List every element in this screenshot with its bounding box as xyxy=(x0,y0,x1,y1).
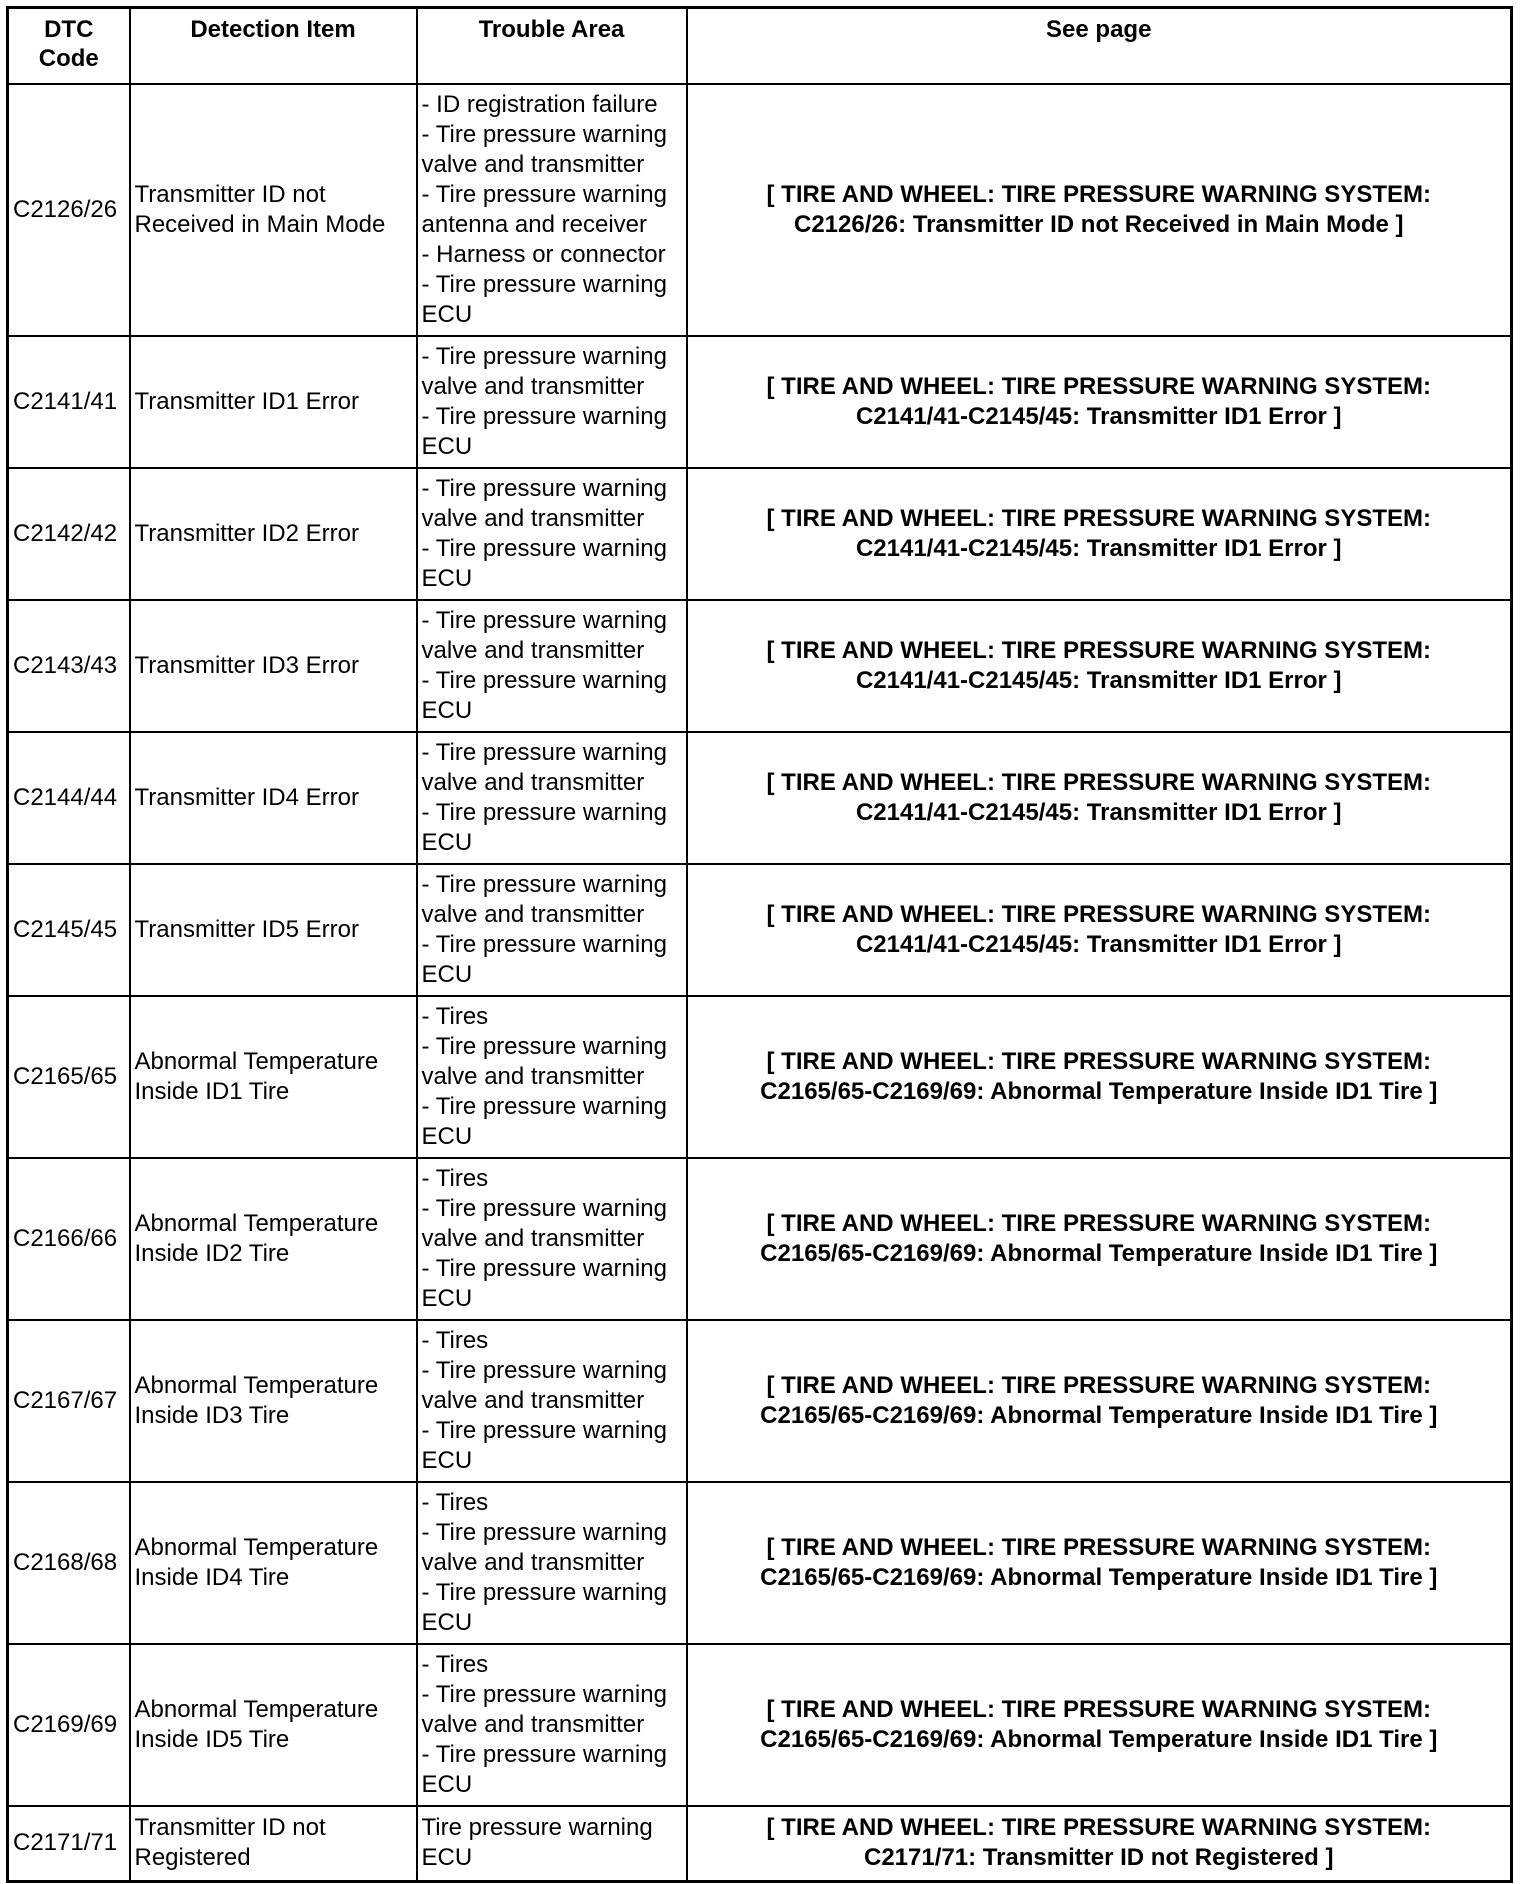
trouble-area-item: - Tire pressure warning valve and transmitter xyxy=(421,120,667,178)
see-page-reference-line: C2141/41-C2145/45: Transmitter ID1 Error ] xyxy=(855,402,1342,430)
table-row xyxy=(8,468,1512,600)
trouble-area-cell xyxy=(417,468,687,600)
see-page-reference-line: [ TIRE AND WHEEL: TIRE PRESSURE WARNING SYSTEM: xyxy=(766,1814,1431,1842)
table-body xyxy=(8,84,1512,1882)
detection-item-cell: Transmitter ID4 Error xyxy=(130,732,417,864)
detection-item-cell: Abnormal Temperature Inside ID5 Tire xyxy=(130,1644,417,1806)
see-page-cell xyxy=(687,1806,1512,1882)
see-page-cell xyxy=(687,1158,1512,1320)
trouble-area-item: - Tire pressure warning ECU xyxy=(421,666,667,724)
trouble-area-item: - Tire pressure warning valve and transmitter xyxy=(421,1518,667,1576)
table-row xyxy=(8,1482,1512,1644)
trouble-area-item: - Tire pressure warning valve and transmitter xyxy=(421,1032,667,1090)
dtc-code-cell: C2143/43 xyxy=(8,600,130,732)
detection-item-cell: Transmitter ID not Registered xyxy=(130,1806,417,1882)
see-page-cell xyxy=(687,1320,1512,1482)
see-page-reference-line: C2165/65-C2169/69: Abnormal Temperature Inside ID1 Tire ] xyxy=(760,1077,1438,1105)
see-page-reference-line: [ TIRE AND WHEEL: TIRE PRESSURE WARNING SYSTEM: xyxy=(766,1371,1431,1399)
dtc-code-cell: C2144/44 xyxy=(8,732,130,864)
trouble-area-item: - Tire pressure warning valve and transmitter xyxy=(421,738,667,796)
header-detection-item: Detection Item xyxy=(130,8,417,84)
table-row xyxy=(8,1806,1512,1882)
dtc-code-cell: C2126/26 xyxy=(8,84,130,336)
trouble-area-item: - Tire pressure warning ECU xyxy=(421,1416,667,1474)
see-page-reference-line: C2141/41-C2145/45: Transmitter ID1 Error ] xyxy=(855,930,1342,958)
see-page-cell xyxy=(687,1482,1512,1644)
see-page-reference-line: [ TIRE AND WHEEL: TIRE PRESSURE WARNING SYSTEM: xyxy=(766,900,1431,928)
see-page-reference-line: C2141/41-C2145/45: Transmitter ID1 Error ] xyxy=(855,798,1342,826)
see-page-reference-line: C2141/41-C2145/45: Transmitter ID1 Error ] xyxy=(855,534,1342,562)
trouble-area-cell xyxy=(417,84,687,336)
header-dtc-code: DTC Code xyxy=(8,8,130,84)
trouble-area-item: - Tire pressure warning ECU xyxy=(421,402,667,460)
dtc-code-cell: C2167/67 xyxy=(8,1320,130,1482)
table-row xyxy=(8,1644,1512,1806)
see-page-reference-line: C2165/65-C2169/69: Abnormal Temperature Inside ID1 Tire ] xyxy=(760,1401,1438,1429)
dtc-code-cell: C2165/65 xyxy=(8,996,130,1158)
trouble-area-item: - Tire pressure warning valve and transmitter xyxy=(421,474,667,532)
trouble-area-item: - Tire pressure warning valve and transmitter xyxy=(421,1194,667,1252)
see-page-reference-line: C2165/65-C2169/69: Abnormal Temperature Inside ID1 Tire ] xyxy=(760,1239,1438,1267)
table-row xyxy=(8,336,1512,468)
dtc-code-cell: C2166/66 xyxy=(8,1158,130,1320)
detection-item-cell: Transmitter ID3 Error xyxy=(130,600,417,732)
detection-item-cell: Abnormal Temperature Inside ID4 Tire xyxy=(130,1482,417,1644)
trouble-area-cell xyxy=(417,732,687,864)
trouble-area-item: - Tire pressure warning valve and transmitter xyxy=(421,1356,667,1414)
see-page-reference-line: [ TIRE AND WHEEL: TIRE PRESSURE WARNING SYSTEM: xyxy=(766,504,1431,532)
detection-item-cell: Abnormal Temperature Inside ID3 Tire xyxy=(130,1320,417,1482)
see-page-reference-line: [ TIRE AND WHEEL: TIRE PRESSURE WARNING SYSTEM: xyxy=(766,1533,1431,1561)
trouble-area-cell xyxy=(417,1158,687,1320)
see-page-reference-line: C2165/65-C2169/69: Abnormal Temperature Inside ID1 Tire ] xyxy=(760,1563,1438,1591)
see-page-reference-line: C2165/65-C2169/69: Abnormal Temperature Inside ID1 Tire ] xyxy=(760,1725,1438,1753)
trouble-area-cell xyxy=(417,336,687,468)
see-page-cell xyxy=(687,336,1512,468)
detection-item-cell: Transmitter ID not Received in Main Mode xyxy=(130,84,417,336)
table-row xyxy=(8,600,1512,732)
dtc-table xyxy=(6,6,1513,1883)
detection-item-cell: Transmitter ID5 Error xyxy=(130,864,417,996)
see-page-reference-line: [ TIRE AND WHEEL: TIRE PRESSURE WARNING SYSTEM: xyxy=(766,768,1431,796)
trouble-area-item: - Tire pressure warning valve and transmitter xyxy=(421,606,667,664)
see-page-cell xyxy=(687,1644,1512,1806)
see-page-reference-line: [ TIRE AND WHEEL: TIRE PRESSURE WARNING SYSTEM: xyxy=(766,1209,1431,1237)
trouble-area-item: - Tire pressure warning valve and transmitter xyxy=(421,870,667,928)
dtc-code-cell: C2141/41 xyxy=(8,336,130,468)
see-page-reference-line: [ TIRE AND WHEEL: TIRE PRESSURE WARNING SYSTEM: xyxy=(766,1047,1431,1075)
trouble-area-item: - Tires xyxy=(421,1164,489,1192)
dtc-code-cell: C2169/69 xyxy=(8,1644,130,1806)
table-row xyxy=(8,732,1512,864)
header-trouble-area: Trouble Area xyxy=(417,8,687,84)
see-page-reference-line: [ TIRE AND WHEEL: TIRE PRESSURE WARNING SYSTEM: xyxy=(766,636,1431,664)
detection-item-cell: Transmitter ID2 Error xyxy=(130,468,417,600)
dtc-code-cell: C2168/68 xyxy=(8,1482,130,1644)
trouble-area-item: - Tire pressure warning valve and transmitter xyxy=(421,1680,667,1738)
see-page-reference-line: C2126/26: Transmitter ID not Received in Main Mode ] xyxy=(794,210,1404,238)
table-row xyxy=(8,84,1512,336)
trouble-area-cell xyxy=(417,600,687,732)
trouble-area-item: - ID registration failure xyxy=(421,90,658,118)
dtc-code-cell: C2142/42 xyxy=(8,468,130,600)
table-row xyxy=(8,864,1512,996)
trouble-area-item: - Tire pressure warning ECU xyxy=(421,1578,667,1636)
see-page-cell xyxy=(687,732,1512,864)
trouble-area-cell xyxy=(417,864,687,996)
trouble-area-item: - Harness or connector xyxy=(421,240,666,268)
trouble-area-item: - Tire pressure warning valve and transmitter xyxy=(421,342,667,400)
see-page-reference-line: [ TIRE AND WHEEL: TIRE PRESSURE WARNING SYSTEM: xyxy=(766,372,1431,400)
trouble-area-item: - Tires xyxy=(421,1488,489,1516)
detection-item-cell: Abnormal Temperature Inside ID1 Tire xyxy=(130,996,417,1158)
trouble-area-item: - Tire pressure warning ECU xyxy=(421,270,667,328)
see-page-cell xyxy=(687,996,1512,1158)
dtc-code-cell: C2171/71 xyxy=(8,1806,130,1882)
table-row xyxy=(8,1158,1512,1320)
trouble-area-item: - Tire pressure warning ECU xyxy=(421,798,667,856)
trouble-area-item: - Tire pressure warning ECU xyxy=(421,930,667,988)
see-page-cell xyxy=(687,864,1512,996)
trouble-area-item: - Tires xyxy=(421,1326,489,1354)
see-page-reference-line: C2141/41-C2145/45: Transmitter ID1 Error ] xyxy=(855,666,1342,694)
see-page-cell xyxy=(687,84,1512,336)
see-page-reference-line: [ TIRE AND WHEEL: TIRE PRESSURE WARNING SYSTEM: xyxy=(766,180,1431,208)
detection-item-cell: Abnormal Temperature Inside ID2 Tire xyxy=(130,1158,417,1320)
trouble-area-cell xyxy=(417,1320,687,1482)
trouble-area-item: Tire pressure warning ECU xyxy=(421,1814,653,1872)
trouble-area-item: - Tire pressure warning antenna and receiver xyxy=(421,180,667,238)
detection-item-cell: Transmitter ID1 Error xyxy=(130,336,417,468)
trouble-area-item: - Tire pressure warning ECU xyxy=(421,534,667,592)
trouble-area-cell xyxy=(417,1482,687,1644)
dtc-code-cell: C2145/45 xyxy=(8,864,130,996)
see-page-reference-line: C2171/71: Transmitter ID not Registered ] xyxy=(864,1844,1334,1872)
table-row xyxy=(8,996,1512,1158)
trouble-area-cell xyxy=(417,996,687,1158)
trouble-area-cell xyxy=(417,1806,687,1882)
trouble-area-item: - Tires xyxy=(421,1650,489,1678)
trouble-area-item: - Tire pressure warning ECU xyxy=(421,1254,667,1312)
trouble-area-item: - Tire pressure warning ECU xyxy=(421,1740,667,1798)
table-header-row xyxy=(8,8,1512,84)
trouble-area-item: - Tires xyxy=(421,1002,489,1030)
see-page-cell xyxy=(687,600,1512,732)
header-see-page: See page xyxy=(687,8,1512,84)
see-page-cell xyxy=(687,468,1512,600)
trouble-area-cell xyxy=(417,1644,687,1806)
table-row xyxy=(8,1320,1512,1482)
see-page-reference-line: [ TIRE AND WHEEL: TIRE PRESSURE WARNING SYSTEM: xyxy=(766,1695,1431,1723)
trouble-area-item: - Tire pressure warning ECU xyxy=(421,1092,667,1150)
